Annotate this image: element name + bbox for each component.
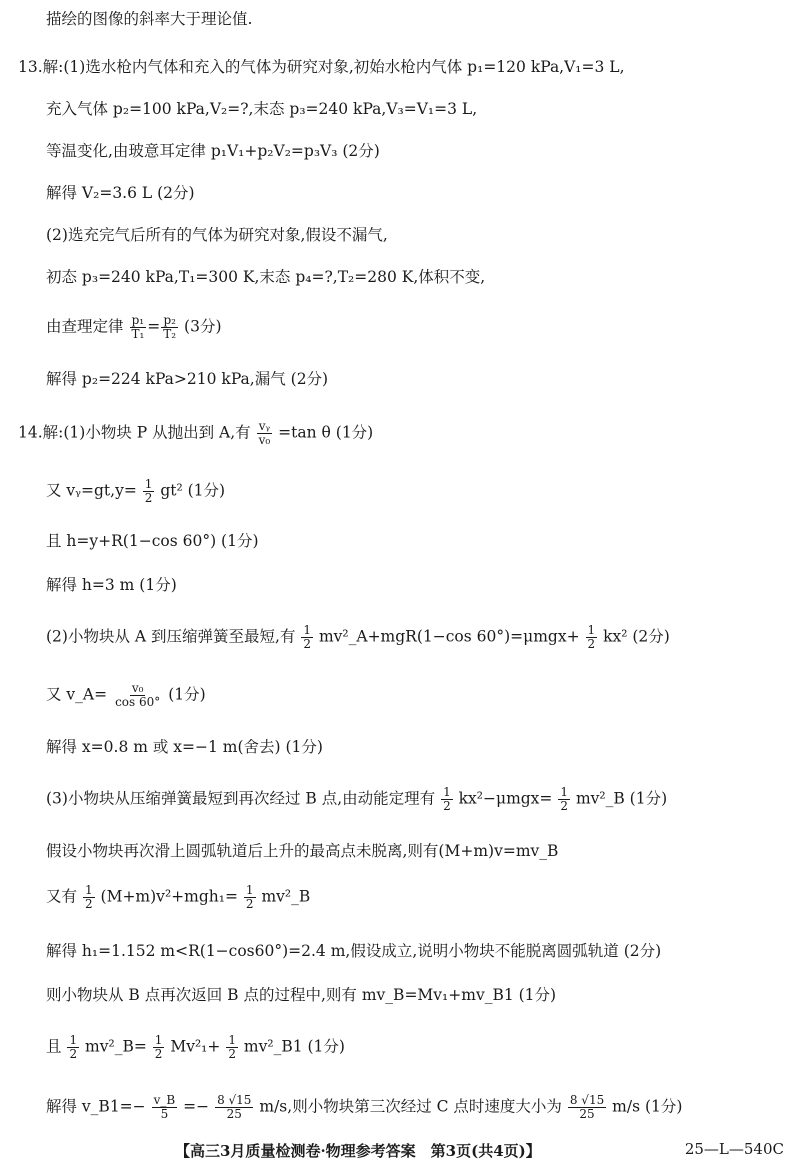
text-line: 解得 h=3 m (1分) bbox=[46, 576, 177, 594]
fraction bbox=[83, 884, 95, 911]
denominator: 2 bbox=[443, 799, 451, 813]
fraction bbox=[244, 884, 256, 911]
denominator: 5 bbox=[160, 1107, 169, 1121]
denominator: 2 bbox=[245, 897, 254, 911]
text-span: Mv²₁+ bbox=[170, 1037, 221, 1056]
denominator: 25 bbox=[579, 1107, 595, 1121]
fraction bbox=[568, 1094, 606, 1121]
denominator: 2 bbox=[560, 799, 568, 813]
text-span: m/s,则小物块第三次经过 C 点时速度大小为 bbox=[259, 1097, 562, 1116]
text-span: mv²_B1 (1分) bbox=[243, 1037, 345, 1056]
text-line: 假设小物块再次滑上圆弧轨道后上升的最高点未脱离,则有(M+m)v=mv_B bbox=[46, 842, 559, 860]
numerator: 1 bbox=[144, 477, 153, 491]
fraction bbox=[257, 420, 273, 447]
text-line: 13.解:(1)选水枪内气体和充入的气体为研究对象,初始水枪内气体 p₁=120 kPa,V₁=3 L, bbox=[18, 58, 625, 76]
text-span: kx² (2分) bbox=[603, 627, 670, 646]
text-span: (3)小物块从压缩弹簧最短到再次经过 B 点,由动能定理有 bbox=[46, 789, 436, 808]
denominator: T₂ bbox=[163, 327, 177, 341]
text-span: m/s (1分) bbox=[612, 1097, 683, 1116]
equation-line bbox=[46, 624, 670, 651]
fraction bbox=[301, 624, 313, 651]
denominator: v₀ bbox=[258, 433, 271, 447]
denominator: 2 bbox=[69, 1047, 78, 1061]
text-line: 等温变化,由玻意耳定律 p₁V₁+p₂V₂=p₃V₃ (2分) bbox=[46, 142, 380, 160]
equation-line bbox=[46, 884, 310, 911]
denominator: 2 bbox=[303, 637, 312, 651]
text-span: gt² (1分) bbox=[160, 481, 226, 500]
text-line: 解得 V₂=3.6 L (2分) bbox=[46, 184, 195, 202]
denominator: 2 bbox=[144, 491, 153, 505]
numerator: vᵧ bbox=[258, 419, 271, 433]
numerator: 1 bbox=[245, 883, 254, 897]
text-span: 解得 v_B1=− bbox=[46, 1097, 146, 1116]
fraction bbox=[215, 1094, 253, 1121]
text-span: 又 vᵧ=gt,y= bbox=[46, 481, 137, 500]
denominator: 2 bbox=[84, 897, 93, 911]
text-line: 初态 p₃=240 kPa,T₁=300 K,末态 p₄=?,T₂=280 K,体积不变, bbox=[46, 268, 486, 286]
text-span: 14.解:(1)小物块 P 从抛出到 A,有 bbox=[18, 423, 251, 442]
numerator: p₂ bbox=[163, 313, 176, 327]
text-line: 则小物块从 B 点再次返回 B 点的过程中,则有 mv_B=Mv₁+mv_B1 (1分) bbox=[46, 986, 557, 1004]
numerator: v₀ bbox=[131, 681, 144, 695]
text-span: kx²−μmgx= bbox=[458, 789, 553, 808]
page-footer bbox=[0, 1140, 800, 1164]
numerator: 1 bbox=[69, 1033, 78, 1047]
text-line: 解得 h₁=1.152 m<R(1−cos60°)=2.4 m,假设成立,说明小物块不能脱离圆弧轨道 (2分) bbox=[46, 942, 662, 960]
numerator: 1 bbox=[443, 785, 451, 799]
text-span: =tan θ (1分) bbox=[278, 423, 374, 442]
text-line: 描绘的图像的斜率大于理论值. bbox=[46, 10, 253, 28]
numerator: 8 √15 bbox=[569, 1093, 605, 1107]
fraction bbox=[129, 314, 146, 341]
denominator: 2 bbox=[587, 637, 596, 651]
denominator: 25 bbox=[226, 1107, 242, 1121]
text-span: (2)小物块从 A 到压缩弹簧至最短,有 bbox=[46, 627, 296, 646]
fraction bbox=[441, 786, 453, 813]
footer-title: 【高三3月质量检测卷·物理参考答案 第3页(共4页)】 bbox=[175, 1142, 541, 1160]
text-line: (2)选充完气后所有的气体为研究对象,假设不漏气, bbox=[46, 226, 388, 244]
text-span: 且 bbox=[46, 1037, 62, 1056]
denominator: T₁ bbox=[131, 327, 145, 341]
numerator: 1 bbox=[154, 1033, 163, 1047]
text-span: mv²_A+mgR(1−cos 60°)=μmgx+ bbox=[318, 627, 580, 646]
numerator: 1 bbox=[587, 623, 596, 637]
equation-line bbox=[46, 786, 667, 813]
numerator: 1 bbox=[303, 623, 312, 637]
equation-line bbox=[46, 1034, 345, 1061]
text-line: 充入气体 p₂=100 kPa,V₂=?,末态 p₃=240 kPa,V₃=V₁=3 L, bbox=[46, 100, 478, 118]
text-span: mv²_B bbox=[261, 887, 311, 906]
fraction bbox=[558, 786, 570, 813]
fraction bbox=[586, 624, 598, 651]
equation-line: 由查理定律 $\frac{\text{p₁}}{\text{T₁}}$ = $\frac{\text{p₂}}{\text{T₂}}$ (3分) bbox=[46, 313, 222, 341]
numerator: 1 bbox=[560, 785, 568, 799]
text-span: mv²_B= bbox=[85, 1037, 147, 1056]
text-span: 又有 bbox=[46, 887, 78, 906]
fraction bbox=[113, 682, 162, 709]
numerator: 1 bbox=[228, 1033, 236, 1047]
text-span: 又 v_A= bbox=[46, 685, 108, 704]
equation-line bbox=[46, 478, 225, 505]
fraction bbox=[143, 478, 155, 505]
fraction bbox=[226, 1034, 238, 1061]
fraction bbox=[67, 1034, 79, 1061]
text-span: =− bbox=[183, 1097, 210, 1116]
text-span: (M+m)v²+mgh₁= bbox=[100, 887, 238, 906]
text-span: mv²_B (1分) bbox=[575, 789, 668, 808]
fraction bbox=[152, 1094, 178, 1121]
fraction bbox=[153, 1034, 165, 1061]
text-span: 由查理定律 bbox=[46, 317, 124, 336]
equation-line bbox=[46, 1094, 682, 1121]
numerator: 8 √15 bbox=[217, 1093, 252, 1107]
text-span: (1分) bbox=[168, 685, 206, 704]
numerator: v_B bbox=[153, 1093, 176, 1107]
fraction bbox=[161, 314, 178, 341]
numerator: p₁ bbox=[131, 313, 145, 327]
equation-line bbox=[18, 420, 373, 447]
text-line: 且 h=y+R(1−cos 60°) (1分) bbox=[46, 532, 259, 550]
denominator: 2 bbox=[228, 1047, 236, 1061]
text-line: 解得 x=0.8 m 或 x=−1 m(舍去) (1分) bbox=[46, 738, 323, 756]
score-text: (3分) bbox=[184, 317, 222, 336]
equation-line bbox=[46, 682, 206, 709]
text-line: 解得 p₂=224 kPa>210 kPa,漏气 (2分) bbox=[46, 370, 329, 388]
denominator: 2 bbox=[154, 1047, 163, 1061]
numerator: 1 bbox=[84, 883, 93, 897]
footer-code: 25—L—540C bbox=[684, 1140, 784, 1158]
denominator: cos 60° bbox=[115, 695, 161, 709]
